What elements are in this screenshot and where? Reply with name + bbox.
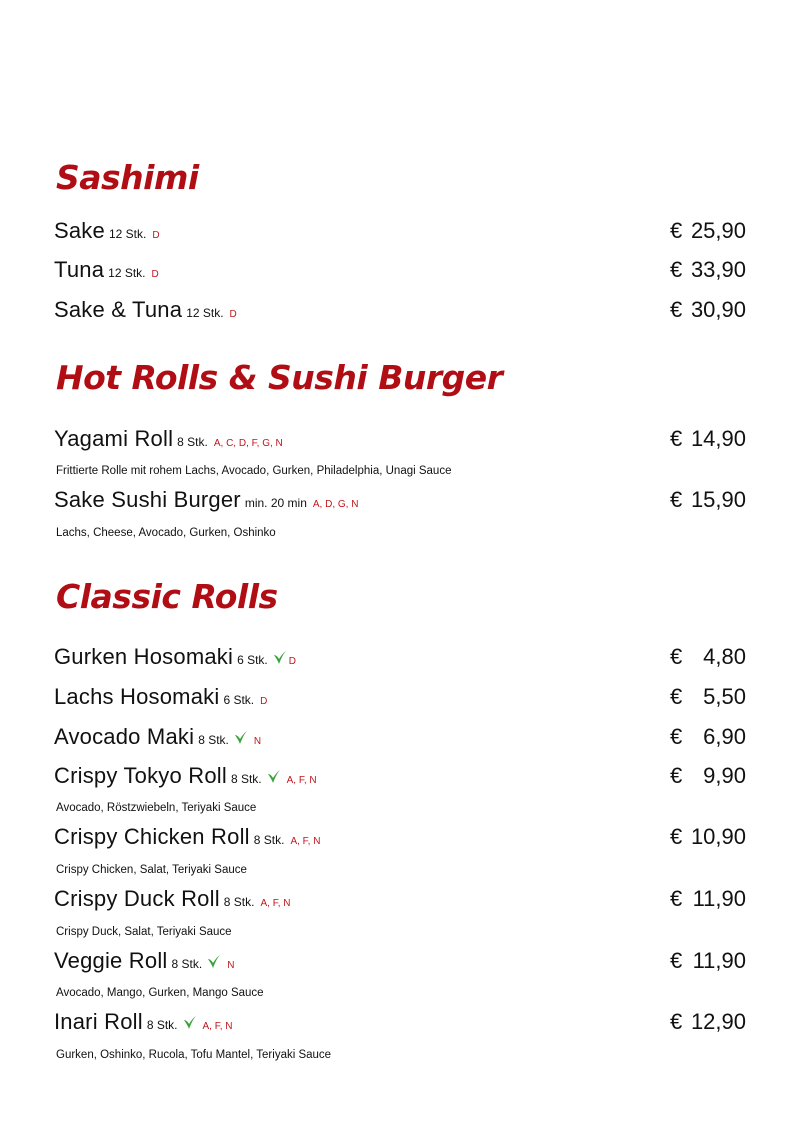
item-quantity: 8 Stk.	[171, 957, 203, 971]
currency-symbol: €	[670, 218, 683, 243]
item-name: Sake Sushi Burger	[54, 487, 241, 512]
vegan-leaf-icon	[234, 730, 248, 745]
item-name: Inari Roll	[54, 1009, 143, 1034]
item-price	[670, 297, 746, 323]
section-title-classic-rolls: Classic Rolls	[56, 577, 278, 616]
item-name: Crispy Duck Roll	[54, 886, 220, 911]
currency-symbol: €	[670, 257, 683, 282]
item-allergens: D	[151, 269, 159, 280]
item-quantity: 8 Stk.	[223, 895, 255, 909]
price-value: 15,90	[690, 487, 746, 512]
item-price	[670, 426, 746, 452]
item-price	[670, 886, 746, 912]
menu-item	[54, 426, 746, 456]
currency-symbol: €	[670, 1009, 683, 1034]
price-value: 9,90	[703, 763, 746, 788]
item-price	[670, 218, 746, 244]
item-quantity: 8 Stk.	[177, 435, 208, 449]
menu-item	[54, 886, 746, 916]
price-value: 30,90	[690, 297, 746, 322]
currency-symbol: €	[670, 684, 683, 709]
item-price	[670, 1009, 746, 1035]
item-quantity: 6 Stk.	[237, 653, 268, 667]
item-description: Avocado, Röstzwiebeln, Teriyaki Sauce	[56, 802, 257, 814]
menu-item	[54, 257, 746, 287]
item-quantity: 6 Stk.	[223, 693, 255, 707]
item-allergens: A, F, N	[290, 836, 321, 847]
vegan-leaf-icon	[207, 954, 221, 969]
section-title-sashimi: Sashimi	[56, 158, 199, 197]
menu-item	[54, 218, 746, 248]
menu-item	[54, 1009, 746, 1039]
item-quantity: 8 Stk.	[146, 1018, 178, 1032]
section-title-hot-rolls: Hot Rolls & Sushi Burger	[56, 358, 503, 397]
currency-symbol: €	[670, 297, 683, 322]
item-name: Gurken Hosomaki	[54, 644, 234, 669]
price-value: 12,90	[690, 1009, 746, 1034]
item-name: Sake	[54, 218, 105, 243]
item-allergens: A, F, N	[202, 1021, 233, 1032]
currency-symbol: €	[670, 824, 683, 849]
price-value: 4,80	[703, 644, 746, 669]
item-quantity: 12 Stk.	[186, 306, 224, 320]
item-name: Yagami Roll	[54, 426, 174, 451]
item-name: Veggie Roll	[54, 948, 168, 973]
menu-item	[54, 684, 746, 714]
item-allergens: D	[229, 309, 237, 320]
price-value: 33,90	[690, 257, 746, 282]
vegan-leaf-icon	[273, 650, 287, 665]
item-price	[670, 257, 746, 283]
item-quantity: 8 Stk.	[198, 733, 229, 747]
menu-item	[54, 948, 746, 978]
item-name: Lachs Hosomaki	[54, 684, 220, 709]
item-quantity: 12 Stk.	[108, 227, 147, 241]
menu-item	[54, 297, 746, 327]
currency-symbol: €	[670, 644, 683, 669]
item-quantity: 12 Stk.	[108, 266, 146, 280]
vegan-leaf-icon	[183, 1015, 197, 1030]
item-allergens: N	[253, 736, 262, 747]
item-allergens: N	[227, 960, 235, 971]
item-description: Crispy Chicken, Salat, Teriyaki Sauce	[56, 864, 247, 876]
item-price	[670, 487, 746, 513]
price-value: 25,90	[690, 218, 746, 243]
item-price	[670, 824, 746, 850]
item-allergens: D	[152, 230, 160, 241]
price-value: 11,90	[692, 886, 746, 911]
item-allergens: A, D, G, N	[312, 499, 359, 510]
item-name: Tuna	[54, 257, 105, 282]
price-value: 6,90	[703, 724, 746, 749]
currency-symbol: €	[670, 487, 683, 512]
item-description: Avocado, Mango, Gurken, Mango Sauce	[56, 987, 264, 999]
currency-symbol: €	[670, 886, 683, 911]
currency-symbol: €	[670, 948, 683, 973]
item-allergens: D	[288, 656, 296, 667]
item-allergens: A, F, N	[286, 775, 317, 786]
price-value: 14,90	[690, 426, 746, 451]
currency-symbol: €	[670, 426, 683, 451]
item-description: Lachs, Cheese, Avocado, Gurken, Oshinko	[56, 527, 276, 539]
price-value: 5,50	[703, 684, 746, 709]
item-price	[670, 948, 746, 974]
vegan-leaf-icon	[267, 769, 281, 784]
price-value: 11,90	[692, 948, 746, 973]
item-allergens: A, C, D, F, G, N	[213, 438, 283, 449]
menu-item	[54, 724, 746, 754]
item-description: Gurken, Oshinko, Rucola, Tofu Mantel, Teriyaki Sauce	[56, 1049, 332, 1061]
item-name: Avocado Maki	[54, 724, 195, 749]
item-quantity: 8 Stk.	[253, 833, 285, 847]
price-value: 10,90	[690, 824, 746, 849]
item-price	[670, 724, 746, 750]
currency-symbol: €	[670, 724, 683, 749]
item-name: Crispy Chicken Roll	[54, 824, 250, 849]
menu-item	[54, 763, 746, 793]
item-price	[670, 763, 746, 789]
menu-item	[54, 487, 746, 517]
item-description: Frittierte Rolle mit rohem Lachs, Avocado, Gurken, Philadelphia, Unagi Sauce	[56, 465, 452, 477]
item-price	[670, 644, 746, 670]
menu-item	[54, 644, 746, 674]
item-description: Crispy Duck, Salat, Teriyaki Sauce	[56, 926, 232, 938]
item-name: Sake & Tuna	[54, 297, 183, 322]
currency-symbol: €	[670, 763, 683, 788]
item-name: Crispy Tokyo Roll	[54, 763, 227, 788]
item-allergens: A, F, N	[260, 898, 291, 909]
item-quantity: 8 Stk.	[230, 772, 262, 786]
item-price	[670, 684, 746, 710]
item-allergens: D	[260, 696, 268, 707]
menu-item	[54, 824, 746, 854]
item-quantity: min. 20 min	[244, 496, 307, 510]
